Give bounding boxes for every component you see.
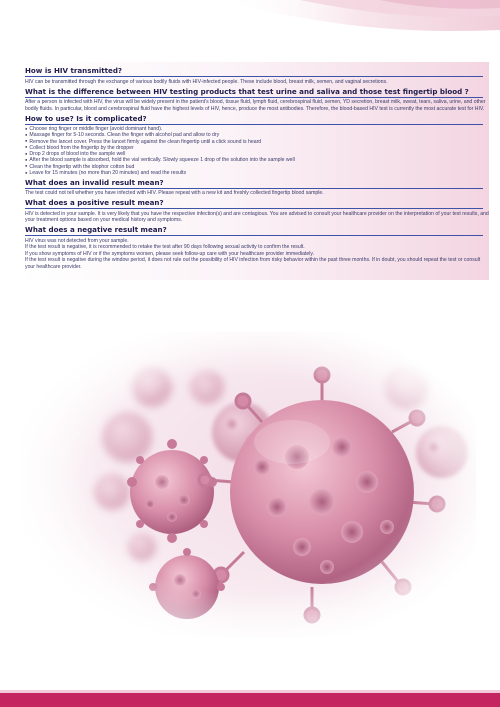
section-divider xyxy=(25,208,483,209)
list-item: ● Drop 2 drops of blood into the sample well xyxy=(25,151,490,157)
section-title: What does a positive result mean? xyxy=(25,198,164,208)
section-title: How is HIV transmitted? xyxy=(25,66,123,75)
list-item: ● After the blood sample is absorbed, hold the vial vertically. Slowly squeeze 1 drop of the solution into the sample well xyxy=(25,157,490,163)
section-positive-result xyxy=(25,198,490,224)
paragraph: The test could not tell whether you have infected with HIV. Please repeat with a new kit and freshly collected fingertip blood sample. xyxy=(25,190,324,197)
section-divider xyxy=(25,97,483,98)
section-divider xyxy=(25,76,483,77)
section-negative-result xyxy=(25,225,490,270)
section-invalid-result xyxy=(25,178,490,197)
top-decoration xyxy=(0,0,500,60)
document-body xyxy=(25,66,490,272)
paragraph: HIV is detected in your sample. It is very likely that you have the respective infection(s) and are contagious. You are advised to consult your healthcare provider on the interpretation of your test results, and your treatment options based on your medical history and symptoms. xyxy=(25,210,489,224)
paragraph: HIV virus was not detected from your sample. xyxy=(25,237,129,244)
list-item: ● Massage finger for 5-10 seconds. Clean the finger with alcohol pad and allow to dry xyxy=(25,132,490,138)
section-title: What is the difference between HIV testing products that test urine and saliva and those test fingertip blood ? xyxy=(25,86,469,96)
list-item: ● Choose ring finger or middle finger (avoid dominant hand). xyxy=(25,126,490,132)
paragraph: If you show symptoms of HIV or if the symptoms worsen, please seek follow-up care with your healthcare provider immediately. xyxy=(25,250,315,257)
paragraph: HIV can be transmitted through the exchange of various bodily fluids with HIV-infected people. These include blood, breast milk, semen, and vaginal secretions. xyxy=(25,78,388,85)
list-item: ● Clean the fingertip with the idophor cotton bud xyxy=(25,164,490,170)
virus-icon xyxy=(22,332,476,637)
paragraph: After a person is infected with HIV, the virus will be widely present in the patient's blood, tissue fluid, lymph fluid, cerebrospinal fluid, semen, YD secretion, breast milk, sweat, tears, saliva, urine, and other bodily fluids. In particular, blood and cerebrospinal fluid have the highest levels of HIV, hence, produce the most antibodies. Therefore, the blood-based HIV test is currently the most accurate test for HIV. xyxy=(25,99,486,112)
section-title: What does an invalid result mean? xyxy=(25,177,164,187)
section-title: How to use? Is it complicated? xyxy=(25,113,147,123)
section-body xyxy=(25,99,490,112)
section-body xyxy=(25,190,490,197)
section-title: What does a negative result mean? xyxy=(25,225,167,235)
section-how-to-use xyxy=(25,114,490,177)
section-divider xyxy=(25,188,483,189)
section-divider xyxy=(25,124,483,125)
footer-bar xyxy=(0,693,500,707)
list-item: ● Remove the lancet cover. Press the lancet firmly against the clean fingertip until a click sound is heard xyxy=(25,139,490,145)
paragraph: If the test result is negative, it is recommended to retake the test after 90 days following sexual activity to confirm the result. xyxy=(25,244,305,251)
header-swoosh-graphic xyxy=(0,0,500,60)
section-transmission xyxy=(25,66,490,85)
section-body xyxy=(25,79,490,86)
list-item: ● Collect blood from the fingertip by the dropper xyxy=(25,145,490,151)
section-body xyxy=(25,211,490,224)
instruction-list xyxy=(25,126,490,176)
section-body xyxy=(25,238,490,271)
list-item: ● Leave for 15 minutes (no more than 20 minutes) and read the results xyxy=(25,170,490,176)
section-divider xyxy=(25,235,483,236)
virus-illustration xyxy=(22,332,476,637)
section-testing-difference xyxy=(25,87,490,113)
paragraph: If the test result is negative during the window period, it does not rule out the possibility of HIV infection from risky behavior within the past three months. If in doubt, you should repeat the test or consult your healthcare provider. xyxy=(25,257,481,270)
